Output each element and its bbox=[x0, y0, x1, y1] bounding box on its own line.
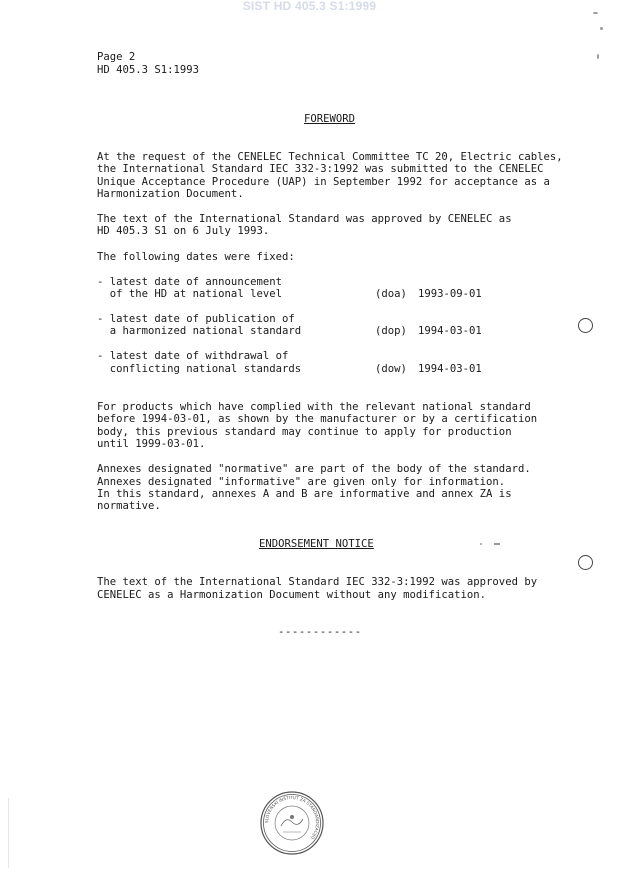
date-item-code: (dop) bbox=[375, 325, 407, 337]
date-item-label: - latest date of announcement bbox=[97, 276, 282, 288]
foreword-para4-line: For products which have complied with the relevant national standard bbox=[97, 401, 531, 413]
foreword-para1-line: At the request of the CENELEC Technical Committee TC 20, Electric cables, bbox=[97, 151, 563, 163]
date-item-label: - latest date of withdrawal of bbox=[97, 350, 289, 362]
scan-speck bbox=[593, 12, 598, 14]
foreword-para1-line: Harmonization Document. bbox=[97, 188, 244, 200]
date-item-value: 1994-03-01 bbox=[418, 325, 482, 337]
date-item-code: (dow) bbox=[375, 363, 407, 375]
watermark: SIST HD 405.3 S1:1999 bbox=[242, 0, 377, 13]
official-seal-icon bbox=[259, 790, 325, 856]
scan-edge-line bbox=[8, 798, 9, 868]
foreword-para5-line: Annexes designated "informative" are given only for information. bbox=[97, 476, 506, 488]
scan-speck bbox=[494, 543, 500, 545]
foreword-para5-line: normative. bbox=[97, 500, 161, 512]
punch-hole-icon bbox=[578, 318, 593, 333]
date-item-value: 1993-09-01 bbox=[418, 288, 482, 300]
date-item-label: conflicting national standards bbox=[97, 363, 302, 375]
foreword-para2-line: HD 405.3 S1 on 6 July 1993. bbox=[97, 225, 270, 237]
scan-speck bbox=[480, 543, 482, 545]
punch-hole-icon bbox=[578, 555, 593, 570]
endorsement-para-line: CENELEC as a Harmonization Document without any modification. bbox=[97, 589, 487, 601]
date-item-label: - latest date of publication of bbox=[97, 313, 295, 325]
end-separator: ------------ bbox=[278, 626, 362, 638]
endorsement-para-line: The text of the International Standard IEC 332-3:1992 was approved by bbox=[97, 576, 538, 588]
foreword-para2-line: The text of the International Standard was approved by CENELEC as bbox=[97, 213, 512, 225]
foreword-para1-line: Unique Acceptance Procedure (UAP) in September 1992 for acceptance as a bbox=[97, 176, 550, 188]
foreword-para4-line: body, this previous standard may continue to apply for production bbox=[97, 426, 512, 438]
foreword-para3: The following dates were fixed: bbox=[97, 251, 295, 263]
foreword-para5-line: Annexes designated "normative" are part of the body of the standard. bbox=[97, 463, 531, 475]
date-item-label: a harmonized national standard bbox=[97, 325, 302, 337]
svg-text:SLOVENSKI INŠTITUT ZA STANDARD: SLOVENSKI INŠTITUT ZA STANDARDIZACIJO bbox=[263, 794, 321, 841]
document-id: HD 405.3 S1:1993 bbox=[97, 64, 200, 76]
date-item-label: of the HD at national level bbox=[97, 288, 282, 300]
foreword-title: FOREWORD bbox=[304, 113, 356, 125]
foreword-para4-line: before 1994-03-01, as shown by the manufacturer or by a certification bbox=[97, 413, 538, 425]
foreword-para4-line: until 1999-03-01. bbox=[97, 438, 206, 450]
scan-speck bbox=[600, 27, 603, 30]
date-item-code: (doa) bbox=[375, 288, 407, 300]
foreword-para1-line: the International Standard IEC 332-3:1992 was submitted to the CENELEC bbox=[97, 163, 544, 175]
page-number: Page 2 bbox=[97, 51, 136, 63]
foreword-para5-line: In this standard, annexes A and B are informative and annex ZA is bbox=[97, 488, 512, 500]
scan-speck bbox=[597, 54, 599, 59]
date-item-value: 1994-03-01 bbox=[418, 363, 482, 375]
endorsement-title: ENDORSEMENT NOTICE bbox=[259, 538, 374, 550]
